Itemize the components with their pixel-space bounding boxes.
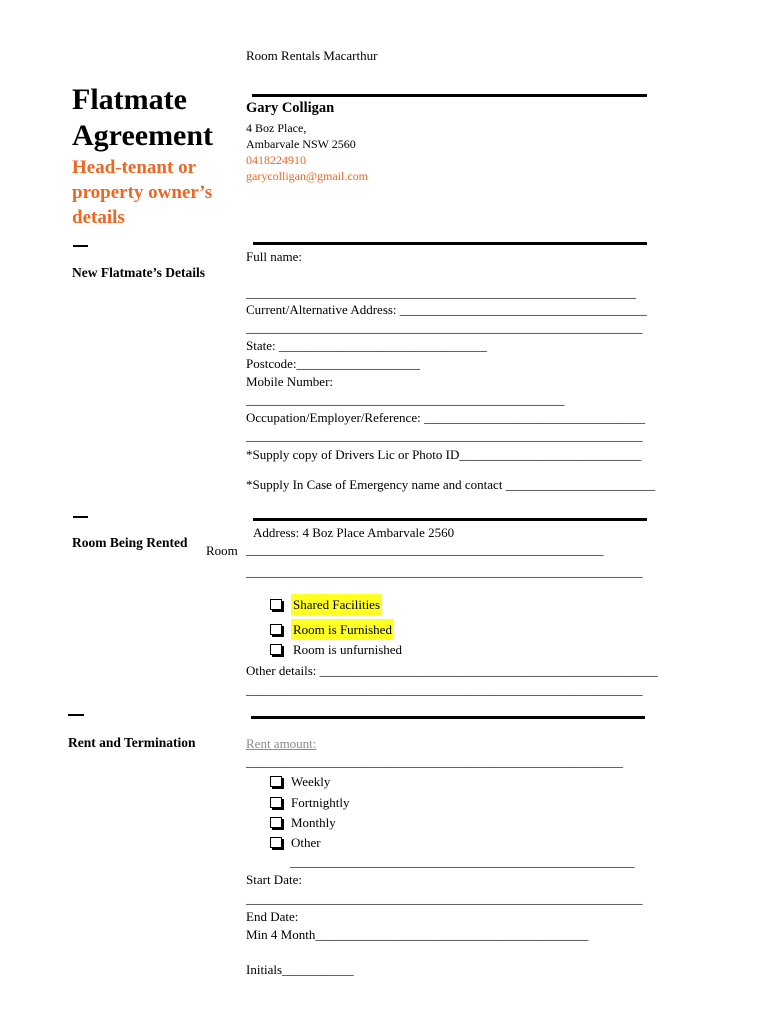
end-date-label: End Date: [246, 909, 299, 924]
frequency-monthly[interactable] [270, 815, 336, 831]
checkbox-icon[interactable] [270, 817, 282, 828]
room-field[interactable]: _______________________________________________________ [246, 542, 604, 557]
occupation-continuation-field[interactable]: _____________________________________________________________ [246, 428, 643, 443]
start-date-label: Start Date: [246, 872, 302, 887]
other-details-field[interactable]: Other details: ____________________________________________________ [246, 663, 658, 678]
room-continuation-field[interactable]: _____________________________________________________________ [246, 564, 643, 579]
occupation-field[interactable]: Occupation/Employer/Reference: __________________________________ [246, 410, 645, 425]
full-name-field[interactable]: ____________________________________________________________ [246, 285, 636, 300]
frequency-weekly[interactable] [270, 774, 330, 790]
section-rule [252, 94, 647, 97]
section-rule [253, 518, 647, 521]
mobile-field[interactable]: _________________________________________________ [246, 392, 565, 407]
option-room-unfurnished[interactable] [270, 642, 404, 658]
room-label: Room [206, 543, 238, 558]
doc-title-line2: Agreement [72, 119, 214, 152]
owner-heading-line3: details [72, 207, 125, 228]
frequency-label: Other [291, 835, 321, 850]
checkbox-icon[interactable] [270, 624, 282, 635]
option-room-furnished[interactable] [270, 622, 394, 638]
start-date-field[interactable]: _____________________________________________________________ [246, 891, 643, 906]
checkbox-icon[interactable] [270, 644, 282, 655]
state-field[interactable]: State: ________________________________ [246, 338, 487, 353]
owner-phone[interactable]: 0418224910 [246, 153, 306, 167]
rent-amount-label: Rent amount: [246, 736, 317, 751]
checkbox-icon[interactable] [270, 776, 282, 787]
option-label: Room is unfurnished [293, 642, 403, 657]
checkbox-icon[interactable] [270, 837, 282, 848]
owner-email[interactable]: garycolligan@gmail.com [246, 169, 369, 183]
emergency-contact-field[interactable]: *Supply In Case of Emergency name and contact _______________________ [246, 477, 656, 492]
frequency-label: Monthly [291, 815, 336, 830]
full-name-label: Full name: [246, 249, 302, 264]
option-shared-facilities[interactable] [270, 597, 382, 613]
option-label: Room is Furnished [291, 619, 394, 640]
checkbox-icon[interactable] [270, 599, 282, 610]
owner-heading-line1: Head-tenant or [72, 157, 197, 178]
frequency-label: Weekly [291, 774, 331, 789]
drivers-licence-field[interactable]: *Supply copy of Drivers Lic or Photo ID____________________________ [246, 447, 642, 462]
room-address: Address: 4 Boz Place Ambarvale 2560 [253, 525, 455, 540]
frequency-label: Fortnightly [291, 795, 350, 810]
other-frequency-field[interactable]: _____________________________________________________ [290, 854, 635, 869]
current-address-field[interactable]: Current/Alternative Address: ______________________________________ [246, 302, 647, 317]
frequency-other[interactable] [270, 835, 321, 851]
min-term-field[interactable]: Min 4 Month__________________________________________ [246, 927, 589, 942]
owner-address-line2: Ambarvale NSW 2560 [246, 137, 356, 151]
address-continuation-field[interactable]: _____________________________________________________________ [246, 320, 643, 335]
section-marker [73, 516, 88, 518]
other-details-continuation-field[interactable]: _____________________________________________________________ [246, 682, 643, 697]
rent-heading: Rent and Termination [68, 735, 196, 750]
initials-field[interactable]: Initials___________ [246, 962, 354, 977]
owner-heading-line2: property owner’s [72, 182, 213, 203]
owner-address-line1: 4 Boz Place, [246, 121, 307, 135]
checkbox-icon[interactable] [270, 797, 282, 808]
room-heading: Room Being Rented [72, 535, 188, 550]
owner-name: Gary Colligan [246, 100, 335, 116]
business-name: Room Rentals Macarthur [246, 48, 378, 63]
section-rule [253, 242, 647, 245]
option-label: Shared Facilities [291, 594, 382, 615]
section-marker [73, 245, 88, 247]
flatmate-heading: New Flatmate’s Details [72, 265, 205, 280]
frequency-fortnightly[interactable] [270, 795, 350, 811]
section-marker [68, 714, 84, 716]
section-rule [251, 716, 645, 719]
rent-amount-field[interactable]: __________________________________________________________ [246, 754, 623, 769]
mobile-label: Mobile Number: [246, 374, 334, 389]
doc-title-line1: Flatmate [72, 83, 187, 116]
postcode-field[interactable]: Postcode:___________________ [246, 356, 421, 371]
